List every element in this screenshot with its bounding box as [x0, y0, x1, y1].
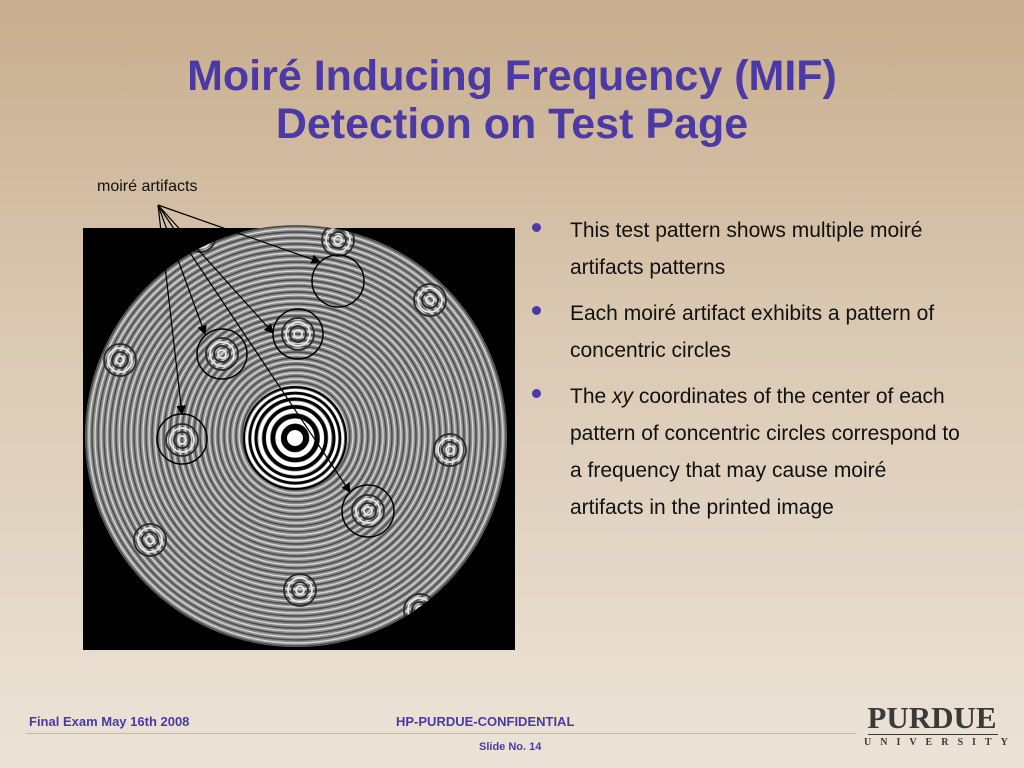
slide-number: Slide No. 14 [479, 741, 542, 753]
bullet-dot-icon [532, 389, 541, 398]
purdue-logo [862, 700, 1017, 752]
moire-artifacts-label: moiré artifacts [97, 178, 198, 195]
bullet-text-prefix: The [570, 385, 613, 408]
logo-subtext: UNIVERSITY [864, 737, 1017, 748]
bullet-item-2 [532, 295, 962, 369]
footer-confidential-text: HP-PURDUE-CONFIDENTIAL [396, 714, 575, 729]
bullet-text-emphasis: xy [612, 385, 634, 408]
bullet-text: Each moiré artifact exhibits a pattern of concentric circles [570, 302, 935, 362]
bullet-dot-icon [532, 223, 541, 232]
bullet-dot-icon [532, 306, 541, 315]
footer-left-text: Final Exam May 16th 2008 [29, 714, 190, 729]
bullet-text-suffix: coordinates of the center of each pattern of concentric circles correspond to a frequency that may cause moiré artifacts in the printed image [570, 385, 960, 519]
logo-divider [868, 734, 998, 735]
title-line-2: Detection on Test Page [275, 100, 749, 148]
title-line-1: Moiré Inducing Frequency (MIF) [187, 52, 837, 100]
bullet-text: This test pattern shows multiple moiré artifacts patterns [570, 219, 923, 279]
logo-wordmark: PURDUE [867, 700, 997, 735]
footer-divider [26, 733, 856, 734]
bullet-list [532, 212, 962, 535]
bullet-item-1 [532, 212, 962, 286]
bullet-item-3 [532, 378, 962, 526]
zone-plate-center-ring [291, 434, 299, 442]
